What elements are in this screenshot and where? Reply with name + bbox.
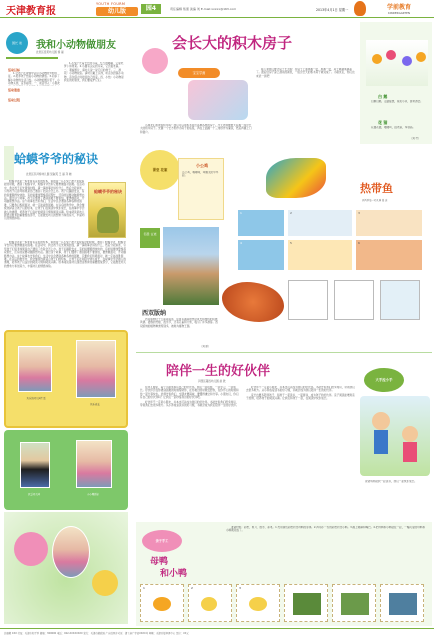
poem-goose-text: 白鹅白鹅，走路摇摆，看见小河，游来游去。 xyxy=(371,100,423,103)
animals-col1: 1.让孩子在观察中认识小动物的外形特征。2.培养孩子热爱小动物的情感。3.初步了解小动物的生活习性。小动物的图片若干，小动物头饰，音乐磁带。一、谈话导入：小朋友 xyxy=(8,72,60,86)
duck-step-6 xyxy=(380,584,424,622)
book-cover-title: 蛤蟆爷爷的秘诀 xyxy=(94,189,122,194)
subhead-goals: 活动目标 xyxy=(8,68,21,72)
partner-col2 xyxy=(246,386,356,520)
article-title-animals: 我和小动物做朋友 xyxy=(36,40,116,51)
animals-col2-text: 1.小兔子长着长长的耳朵，红红的眼睛，它爱吃萝卜和青菜。2.小猫有尖尖的耳朵，它会捉老鼠。二、观看图片，请幼儿说一说它们的样子。三、游戏：小动物找家。请幼儿戴上头饰，听音乐扮演小动物，音乐停止时找到自己的家。四、小结：小动物是我们的好朋友，我们要爱护它们。 xyxy=(64,62,124,83)
craft-step-3 xyxy=(356,210,422,236)
flower-icon xyxy=(372,54,382,64)
blocks-col2 xyxy=(256,68,356,150)
duck-scene-icon xyxy=(389,593,417,615)
flower-icon xyxy=(402,56,412,66)
photo-boy xyxy=(20,442,50,488)
rule xyxy=(6,57,58,59)
craft-step-1 xyxy=(238,210,284,236)
photo-frame-bottom xyxy=(4,430,128,510)
ducks-steps-text xyxy=(226,526,426,556)
craft-steps-grid xyxy=(220,210,432,274)
toad-col1 xyxy=(4,180,86,240)
fish-illustration xyxy=(226,152,356,202)
landmark-text xyxy=(140,318,220,344)
decor-balloon-icon xyxy=(142,48,168,74)
craft-step-6 xyxy=(356,240,422,270)
step-number: 4 xyxy=(287,586,289,590)
blocks-text-2: 接下来我们要让房子长大啦！在房子上面再画一层，再画一层，房子就越来越高了。最后给房子涂上漂亮的颜色，一座会长大的积木房子就完成了。小朋友们，你们也来试一试吧！ xyxy=(256,68,355,78)
fold-step-3 xyxy=(380,280,420,320)
page-number-badge xyxy=(141,4,161,14)
section-en: KINDERGARTEN xyxy=(387,11,410,15)
child-body-icon xyxy=(374,430,388,454)
family-caption-text: 爸爸妈妈陪我一起读书，我们一起快乐成长。 xyxy=(365,480,417,483)
craft-step-5 xyxy=(288,240,352,270)
partner-text-1b: 好伙伴不一定是小朋友，书本也可以成为我们的好伙伴。书能告诉我们很多知识，带领我们去很多地方。从小养成爱读书的好习惯，书就会成为我们陪伴一生的好伙伴。 xyxy=(140,400,239,408)
byline-toad: 北辰区引河桥幼儿园 吴淑英 王 丽 齐 晓 xyxy=(26,173,72,176)
craft-step-2 xyxy=(288,210,352,236)
book-cover-image xyxy=(88,182,126,238)
step-number: 6 xyxy=(358,241,360,245)
masthead-name: 天津教育报 xyxy=(6,6,56,17)
step-number: 6 xyxy=(383,586,385,590)
page-footer: 总编辑 XXX 社址：天津市和平区 邮编：300000 电话：022-XXXXXXXX 发行：天津市邮政局 广告经营许可证：津工商广字第XXXX号 印刷：天津日报印务中心 定价：XX元 xyxy=(0,628,434,639)
classroom-badge: 课堂 花絮 xyxy=(140,150,180,190)
principal-talk-badge: 园长 谈 xyxy=(6,32,28,54)
subhead-prep: 活动准备 xyxy=(8,88,21,92)
photo-girl-1 xyxy=(18,346,52,392)
blocks-house-illustration xyxy=(188,80,248,120)
animals-col2 xyxy=(64,62,124,137)
mini-poem-box xyxy=(178,158,224,220)
craft-step-4 xyxy=(238,240,284,270)
duck-scene-icon xyxy=(341,593,369,615)
page-badge-prefix: 园 xyxy=(145,5,152,12)
partner-text-1: 在幼儿园里，每个小朋友都有自己的好伙伴。他们一起玩耍，一起学习，一起成长。好伙伴会在你遇到困难的时候帮助你，在你难过的时候安慰你，在你开心的时候和你一起分享快乐。老师告诉我们，交朋友要真诚，要懂得谦让和分享。小朋友们，你们有自己的好伙伴吗？让我们一起珍惜身边的好伙伴吧。 xyxy=(140,386,239,400)
photo-caption-4: 小小舞蹈家 xyxy=(87,493,99,496)
subhead-process: 活动过程 xyxy=(8,98,21,102)
step-number: 5 xyxy=(335,586,337,590)
toad-illustration xyxy=(97,207,119,233)
fold-steps-grid xyxy=(288,280,428,324)
photo-girl-4 xyxy=(52,526,90,578)
toad-col2 xyxy=(4,241,126,321)
flower-icon xyxy=(354,1,366,16)
photo-girl-3 xyxy=(76,440,112,488)
mini-poem-text: 小公鸡，喔喔啼，叫醒太阳早早起。 xyxy=(182,171,219,178)
masthead-en: YOUTH FOURM xyxy=(96,2,126,6)
duck-icon xyxy=(153,597,171,611)
editor-info: 责任编辑 熊蕾 美编 刘 E-mail:xxxxx@163.com xyxy=(170,7,237,11)
fish-icon xyxy=(266,158,326,198)
flower-icon xyxy=(416,52,426,62)
child-icon xyxy=(402,426,418,442)
craft-title-fish: 热带鱼 xyxy=(360,182,393,195)
poem-cat-text: 花猫花猫，喵喵叫，捉老鼠，本领高。 xyxy=(371,126,416,129)
photo-frame-top xyxy=(4,330,128,428)
landmark-body: 西双版纳位于云南省南部，这里有美丽的热带风光和独特的民族风情。傣族的竹楼、泼水节，还有孔雀和大象，吸引了许多游客。西双版纳的植物种类特别多，被称为植物王国。 xyxy=(140,318,218,328)
duck-step-3 xyxy=(236,584,280,622)
flower-icon xyxy=(14,532,48,566)
partner-text-3: 家长也要多陪伴孩子，和孩子一起读书，一起游戏，成为孩子的好伙伴。亲子阅读能增进亲子感情，培养孩子的阅读兴趣。让我们和孩子一起，在阅读中快乐成长。 xyxy=(246,393,355,401)
ducks-badge: 亲子手工 xyxy=(142,530,182,552)
poem-byline: （刘 莹） xyxy=(410,137,421,140)
step-number: 2 xyxy=(290,211,292,215)
toad-text-1: 蛤蟆爷爷是一本非常有意思的绘本，讲的是一只小兔子被大灰狼追赶的时候，遇到了蛤蟆爷爷，蛤蟆爷爷告诉它要勇敢面对困难。在活动中，我让孩子们先观察封面，猜一猜故事会讲些什么，然后分段讲述，引导孩子们思考如果是自己遇到了危险会怎么办。孩子们踊跃发言，有的说要跑得快快的，有的说要找警察叔叔帮忙，还有的说要动脑筋想办法。通过这个故事，孩子们懂得了遇到困难不要害怕，要勇敢面对，开动脑筋想办法。这个故事也告诉我们，生活中总会遇到各种各样的困难，只要我们积极面对，就一定能战胜困难。在以后的教学中，我会继续选择适合孩子们的绘本，让孩子们在阅读中快乐成长，在故事中学会做人的道理，培养孩子们良好的阅读习惯和阅读兴趣。绘本阅读是幼儿园语言教育的重要组成部分，它能激发幼儿的想象力和创造力，丰富幼儿的情感体验。 xyxy=(4,180,85,221)
blocks-col1 xyxy=(140,124,252,150)
landmark-photo xyxy=(162,226,220,306)
step-number: 4 xyxy=(240,241,242,245)
craft-author: 河西区第一幼儿园 张 洁 xyxy=(362,199,388,202)
ducks-steps-grid xyxy=(140,582,430,624)
butterfly-image xyxy=(222,282,284,322)
step-number: 1 xyxy=(143,586,145,590)
partner-col1 xyxy=(140,386,240,520)
partner-text-2: 好伙伴不一定是小朋友，书本也可以成为我们的好伙伴。书能告诉我们很多知识，带领我们去很多地方。从小养成爱读书的好习惯，书就会成为我们陪伴一生的好伙伴。 xyxy=(246,386,355,393)
child-body-icon xyxy=(403,442,417,462)
duck-step-1 xyxy=(140,584,184,622)
photo-caption-1: 欢乐的幼儿园生活 xyxy=(26,397,46,400)
landmark-title: 西双版纳 xyxy=(142,310,167,317)
page-number: 4 xyxy=(151,5,157,12)
duck-step-5 xyxy=(332,584,376,622)
poem-title-cat: 花 猫 xyxy=(378,120,388,125)
ducks-steps-body: 准备材料：彩纸、剪刀、胶水、彩笔。1.先用黄色彩纸折出母鸭的身体。2.再用小一些的彩纸折出小鸭。3.画上眼睛和嘴巴。4.把母鸭和小鸭贴在一起，一幅可爱的母鸭和小鸭就完成了。 xyxy=(226,526,426,533)
landmark-byline: （刘 丽） xyxy=(200,345,211,348)
photo-caption-3: 我爱幼儿园 xyxy=(28,493,40,496)
duck-step-2 xyxy=(188,584,232,622)
sun-icon xyxy=(92,570,118,596)
section-name: 学前教育 xyxy=(386,4,411,11)
duck-icon xyxy=(249,597,267,611)
section-divider xyxy=(136,352,432,353)
duck-icon xyxy=(201,597,217,611)
duck-step-4 xyxy=(284,584,328,622)
parent-child-badge: 大手拉小手 xyxy=(364,368,404,392)
step-number: 1 xyxy=(240,211,242,215)
poem-title-goose: 白 鹅 xyxy=(378,94,388,99)
ducks-title-2: 和小鸭 xyxy=(160,569,188,579)
blocks-text-1: 小朋友们喜欢搭积木吗？我们可以用积木搭出各种各样的房子。今天老师要教大家画一座会长大的积木房子。先画一个长方形作为房子的底座，再在上面画一个三角形作为屋顶，然后再画上门和窗户。 xyxy=(140,124,252,134)
family-caption xyxy=(360,480,430,510)
fold-step-1 xyxy=(288,280,328,320)
article-title-toad: 蛤蟆爷爷的秘诀 xyxy=(14,152,99,166)
step-number: 3 xyxy=(239,586,241,590)
flowers-illustration xyxy=(366,40,428,86)
article-title-blocks: 会长大的积木房子 xyxy=(172,34,293,52)
issue-date: 2013年4月1日 星期一 xyxy=(316,8,349,12)
landmark-badge: 名胜 古迹 xyxy=(140,228,160,248)
fold-step-2 xyxy=(334,280,374,320)
masthead-kids: 幼儿版 xyxy=(96,7,138,16)
photo-frame-flower xyxy=(4,512,128,624)
step-number: 3 xyxy=(358,211,360,215)
byline-animals: 北辰区佳苑幼儿园 徐 丽 xyxy=(36,51,64,54)
photo-girl-2 xyxy=(76,340,116,398)
poem-goose xyxy=(366,100,428,112)
decor-grass-icon xyxy=(4,146,14,180)
goals-text xyxy=(8,72,60,86)
step-number: 5 xyxy=(290,241,292,245)
mini-poem-title: 小公鸡 xyxy=(196,163,208,168)
byline-partner: 河西区第四幼儿园 赵 欣 xyxy=(198,380,226,383)
duck-scene-icon xyxy=(293,593,321,615)
ducks-title-1: 母鸭 xyxy=(150,557,169,567)
toad-text-2: 蛤蟆爷爷是一本非常有意思的绘本，讲的是一只小兔子被大灰狼追赶的时候，遇到了蛤蟆爷爷，蛤蟆爷爷告诉它要勇敢面对困难。在活动中，我让孩子们先观察封面，猜一猜故事会讲些什么，然后分段讲述，引导孩子们思考如果是自己遇到了危险会怎么办。孩子们踊跃发言，有的说要跑得快快的，有的说要找警察叔叔帮忙，还有的说要动脑筋想办法。通过这个故事，孩子们懂得了遇到困难不要害怕，要勇敢面对，开动脑筋想办法。这个故事也告诉我们，生活中总会遇到各种各样的困难，只要我们积极面对，就一定能战胜困难。在以后的教学中，我会继续选择适合孩子们的绘本，让孩子们在阅读中快乐成长，在故事中学会做人的道理，培养孩子们良好的阅读习惯和阅读兴趣。绘本阅读是幼儿园语言教育的重要组成部分，它能激发幼儿的想象力和创造力，丰富幼儿的情感体验。 xyxy=(4,241,126,268)
child-icon xyxy=(372,412,390,430)
family-illustration xyxy=(360,396,430,476)
step-number: 2 xyxy=(191,586,193,590)
photo-caption-2: 快乐成长 xyxy=(90,403,100,406)
article-title-partner: 陪伴一生的好伙伴 xyxy=(166,364,271,379)
flower-icon xyxy=(386,50,396,60)
tag-drawing: 宝宝学画 xyxy=(178,68,220,78)
